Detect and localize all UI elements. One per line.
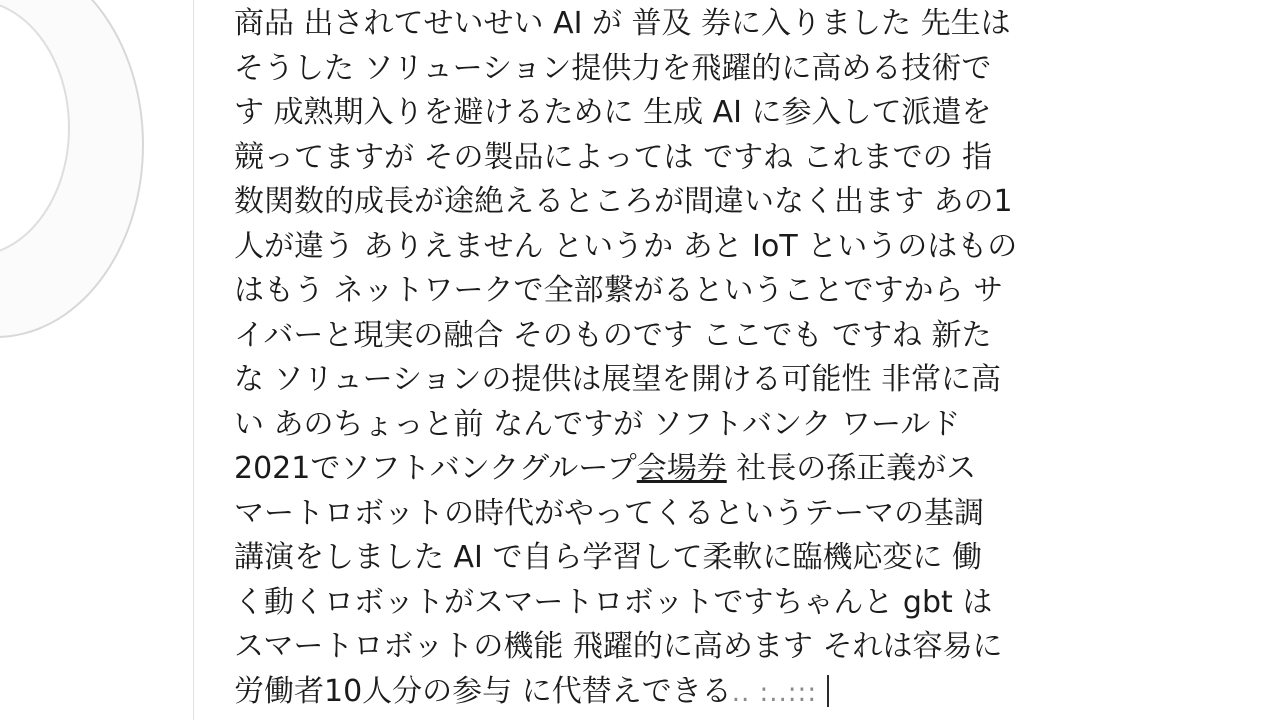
trailing-dots: .. :..::: [731,677,818,708]
transcript-line: イバーと現実の融合 そのものです ここでも ですね 新た [234,317,992,353]
outer-ring-icon [0,0,144,338]
transcript-line: 競ってますが その製品によっては ですね これまでの 指 [234,139,993,175]
text-caret [827,675,829,707]
decorative-circles-graphic [0,0,148,342]
vertical-divider [193,0,194,720]
transcript-line: 商品 出されてせいせい AI が 普及 券に入りました 先生は [234,6,1011,41]
transcript-line: スマートロボットの機能 飛躍的に高めます それは容易に [234,629,1003,664]
transcript-line: 講演をしました AI で自ら学習して柔軟に臨機応変に 働 [234,540,982,575]
transcript-line: 労働者10人分の参与 に代替えできる [234,673,732,709]
transcript-line: な ソリューションの提供は展望を開ける可能性 非常に高 [234,362,1001,397]
transcript-line: はもう ネットワークで全部繋がるということですから サ [234,273,1004,308]
underlined-phrase: 会場券 [636,451,727,486]
inner-ring-icon [0,0,70,257]
transcript-line: す 成熟期入りを避けるために 生成 AI に参入して派遣を [234,95,992,130]
transcript-text [234,0,1074,715]
transcript-line: そうした ソリューション提供力を飛躍的に高める技術で [234,50,992,86]
transcript-line: く動くロボットがスマートロボットですちゃんと gbt は [234,584,993,620]
transcript-line: マートロボットの時代がやってくるというテーマの基調 [234,495,984,531]
transcript-line: い あのちょっと前 なんですが ソフトバンク ワールド [234,406,961,442]
transcript-panel[interactable] [234,0,1074,720]
transcript-line: 人が違う ありえません というか あと IoT というのはもの [234,228,1018,264]
transcript-line: 数関数的成長が途絶えるところが間違いなく出ます あの1 [234,184,1013,219]
transcript-line: 2021でソフトバンクグループ会場券 社長の孫正義がス [234,451,977,486]
